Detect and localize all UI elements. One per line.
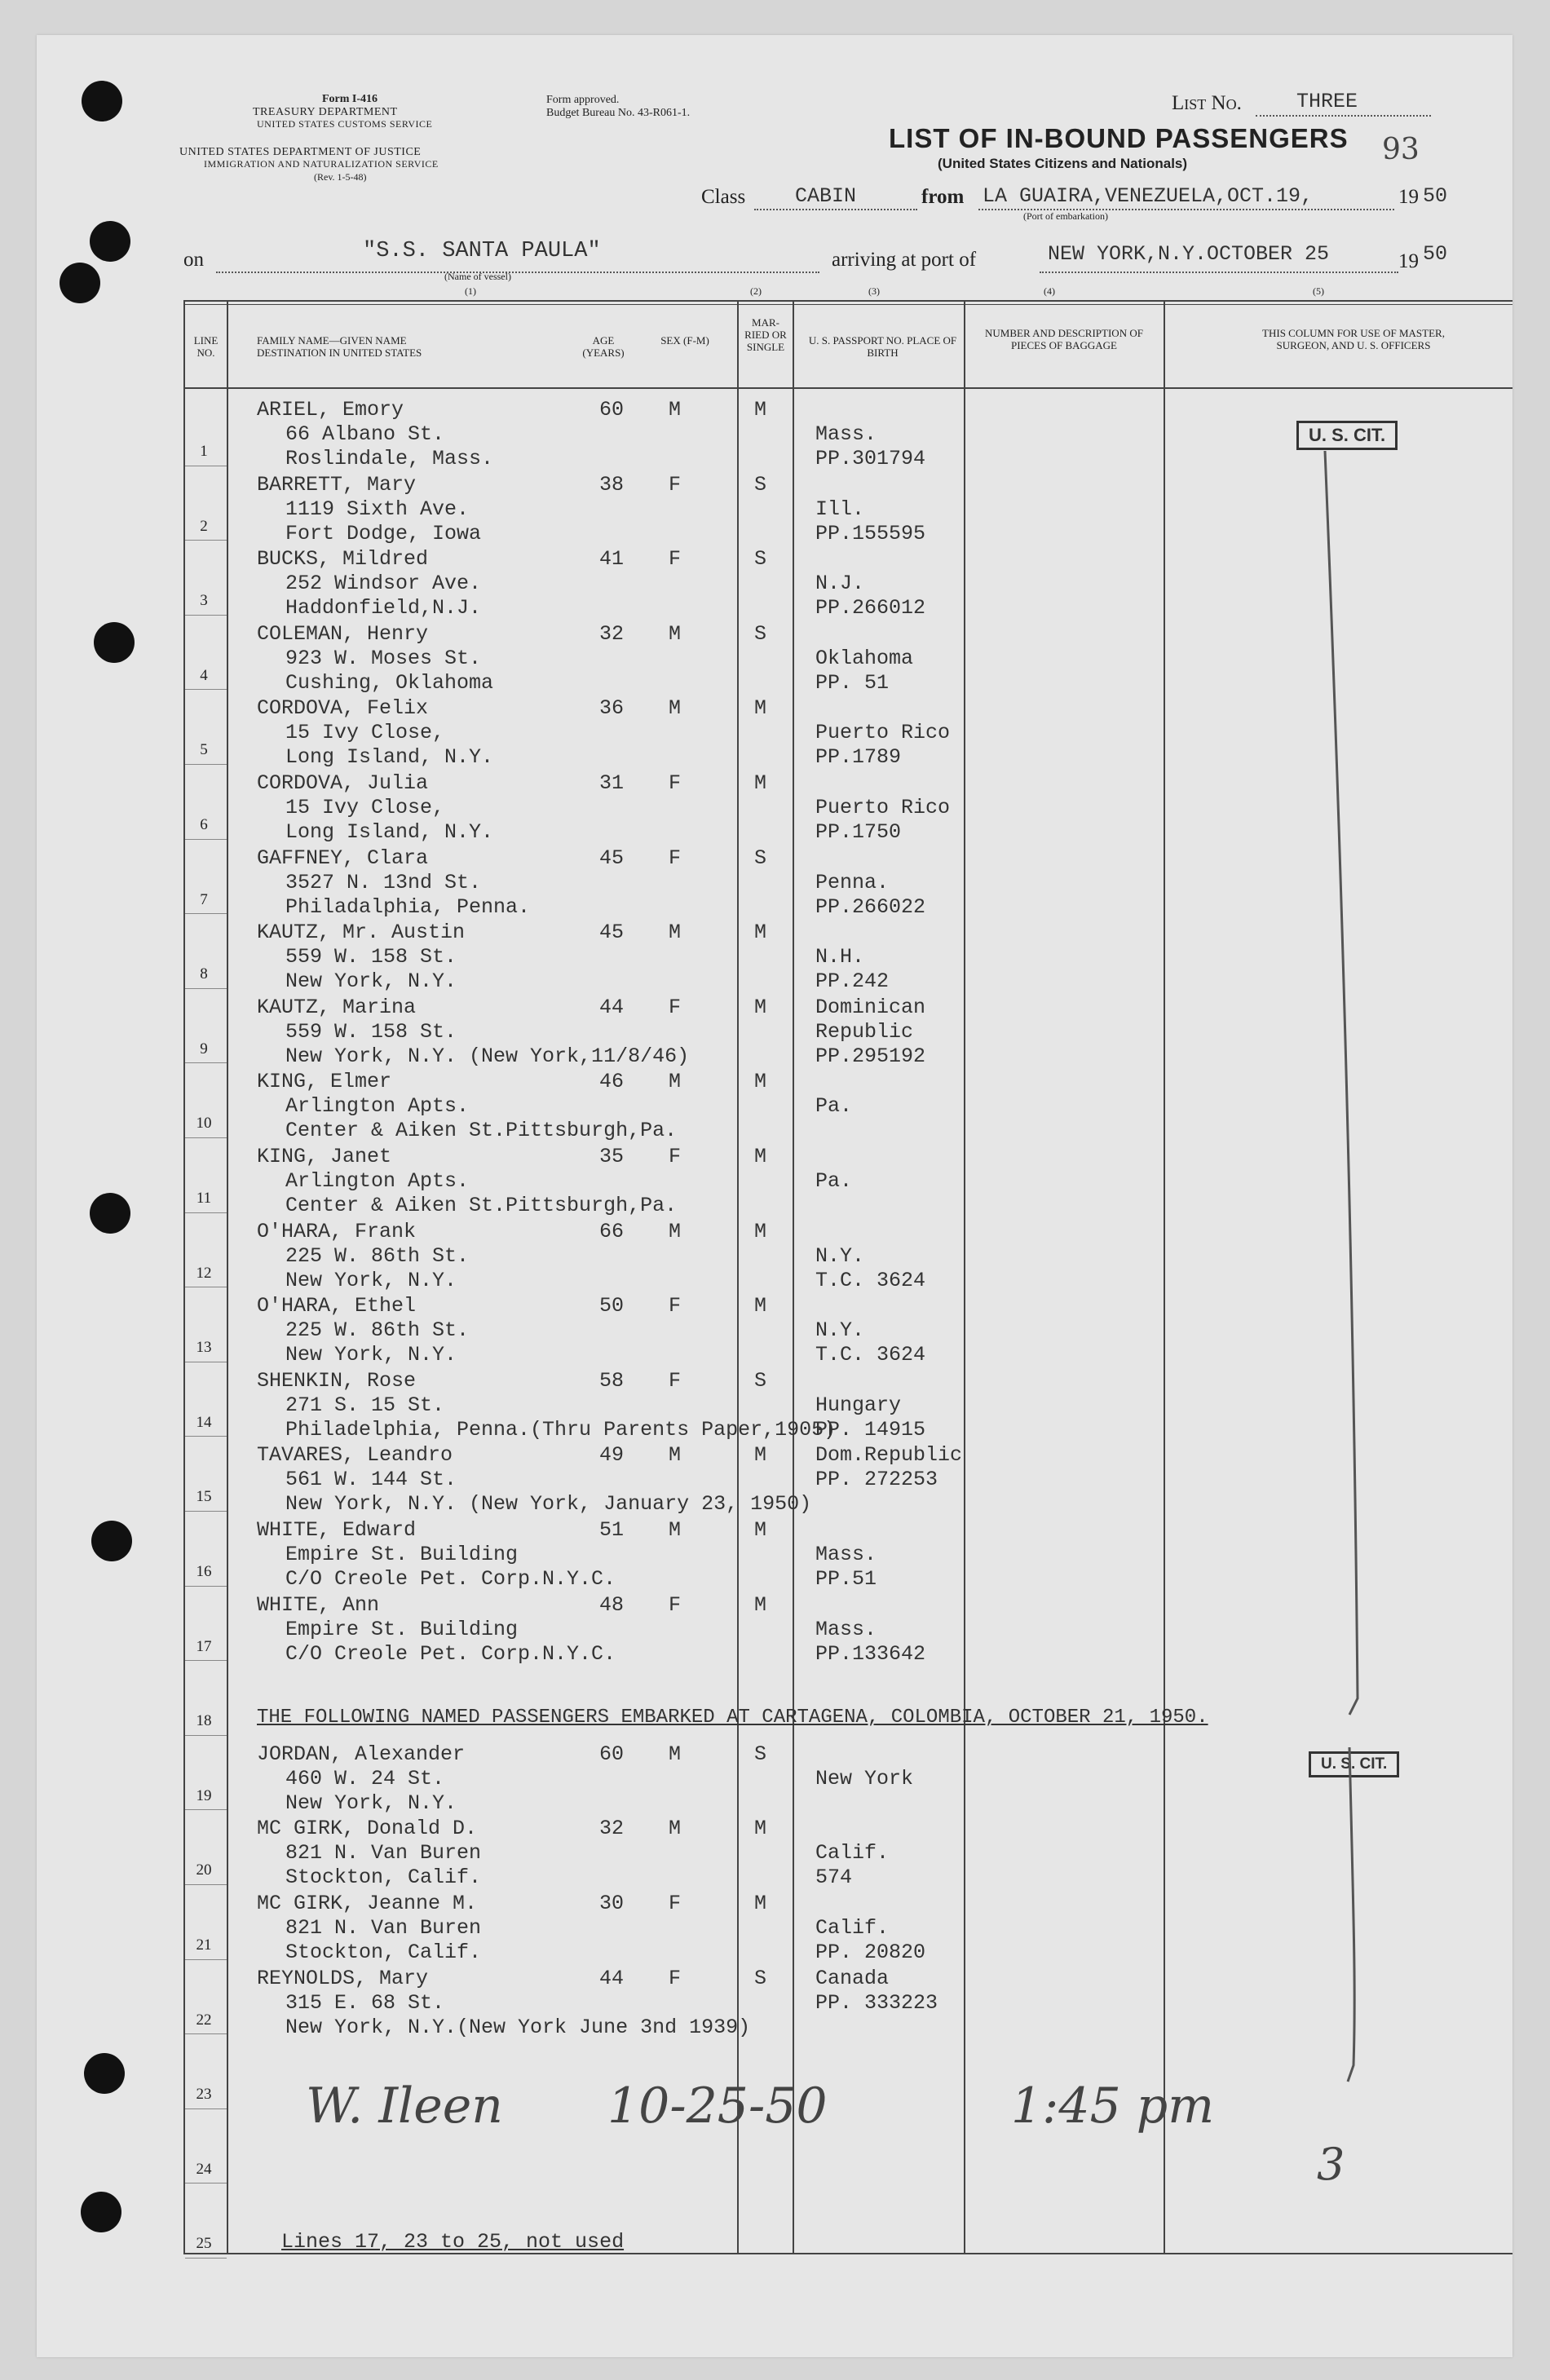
- passenger-marital: M: [754, 921, 767, 945]
- passport-birthplace-line: Mass.: [815, 422, 877, 446]
- line-number: 22: [196, 2011, 212, 2029]
- passenger-marital: M: [754, 1817, 767, 1841]
- passenger-name: COLEMAN, Henry: [257, 621, 429, 646]
- passenger-address-line: 225 W. 86th St.: [285, 1318, 470, 1343]
- punch-hole: [90, 221, 130, 262]
- passport-birthplace-line: Penna.: [815, 870, 890, 894]
- passenger-address-line: 3527 N. 13nd St.: [285, 870, 482, 894]
- punch-hole: [91, 1521, 132, 1561]
- passenger-address-line: Stockton, Calif.: [285, 1941, 482, 1964]
- passenger-name: KING, Elmer: [257, 1070, 392, 1094]
- passenger-age: 31: [599, 771, 625, 795]
- passport-birthplace-line: Mass.: [815, 1543, 877, 1566]
- us-cit-stamp-2: U. S. CIT.: [1309, 1751, 1399, 1777]
- passenger-sex: M: [669, 696, 682, 721]
- handwritten-signature: W. Ileen: [306, 2078, 503, 2135]
- passenger-sex: F: [669, 995, 682, 1019]
- passenger-marital: M: [754, 771, 767, 795]
- passenger-marital: M: [754, 995, 767, 1019]
- line-number: 20: [196, 1861, 212, 1879]
- passenger-sex: F: [669, 1892, 682, 1915]
- passenger-address-line: Empire St. Building: [285, 1543, 519, 1566]
- passenger-sex: M: [669, 1817, 682, 1841]
- passenger-name: CORDOVA, Julia: [257, 771, 429, 795]
- passenger-marital: S: [754, 547, 767, 572]
- passenger-address-line: 923 W. Moses St.: [285, 646, 482, 670]
- row-divider: [185, 1809, 227, 1810]
- passport-birthplace-line: 574: [815, 1866, 853, 1890]
- handwritten-mark: 3: [1317, 2139, 1345, 2190]
- row-divider: [185, 689, 227, 690]
- passenger-age: 48: [599, 1592, 625, 1617]
- passenger-sex: F: [669, 846, 682, 870]
- passenger-name: MC GIRK, Donald D.: [257, 1817, 478, 1841]
- passenger-sex: M: [669, 1742, 682, 1766]
- line-number: 5: [200, 741, 208, 759]
- line-number: 23: [196, 2086, 212, 2104]
- passenger-address-line: Fort Dodge, Iowa: [285, 521, 482, 545]
- col-num-4: (4): [1044, 285, 1055, 297]
- vessel-caption: (Name of vessel): [444, 271, 511, 282]
- passenger-address-line: C/O Creole Pet. Corp.N.Y.C.: [285, 1641, 616, 1666]
- passport-birthplace-line: PP.242: [815, 969, 890, 994]
- col-line-no: LINE NO.: [193, 334, 219, 359]
- passenger-sex: F: [669, 1592, 682, 1617]
- passenger-address-line: New York, N.Y. (New York,11/8/46): [285, 1044, 690, 1068]
- passenger-address-line: New York, N.Y.: [285, 969, 457, 994]
- punch-hole: [90, 1193, 130, 1234]
- passenger-name: TAVARES, Leandro: [257, 1443, 453, 1468]
- budget-bureau: Budget Bureau No. 43-R061-1.: [546, 107, 691, 119]
- from-value: LA GUAIRA,VENEZUELA,OCT.19,: [983, 184, 1314, 208]
- passport-birthplace-line: N.Y.: [815, 1318, 865, 1343]
- col-baggage: NUMBER AND DESCRIPTION OF PIECES OF BAGGAGE: [985, 327, 1143, 351]
- port-embark-caption: (Port of embarkation): [1023, 210, 1108, 222]
- passenger-sex: M: [669, 398, 682, 422]
- passenger-address-line: Haddonfield,N.J.: [285, 596, 482, 620]
- passenger-name: CORDOVA, Felix: [257, 696, 429, 721]
- passenger-address-line: 315 E. 68 St.: [285, 1990, 445, 2015]
- passenger-marital: M: [754, 1070, 767, 1094]
- passenger-address-line: C/O Creole Pet. Corp.N.Y.C.: [285, 1567, 616, 1591]
- form-subtitle: (United States Citizens and Nationals): [938, 156, 1188, 171]
- passport-birthplace-line: PP.1789: [815, 745, 902, 770]
- passenger-name: O'HARA, Frank: [257, 1219, 417, 1243]
- passenger-address-line: New York, N.Y.: [285, 1343, 457, 1367]
- line-number: 11: [196, 1190, 212, 1207]
- passenger-address-line: 15 Ivy Close,: [285, 796, 445, 819]
- passport-birthplace-line: Pa.: [815, 1094, 853, 1119]
- passport-birthplace-line: PP.266022: [815, 894, 926, 919]
- passenger-age: 60: [599, 1742, 625, 1766]
- passenger-name: BARRETT, Mary: [257, 472, 417, 497]
- passenger-address-line: 66 Albano St.: [285, 422, 445, 446]
- row-divider: [185, 2183, 227, 2184]
- rev-label: (Rev. 1-5-48): [314, 171, 367, 183]
- passport-birthplace-line: Mass.: [815, 1617, 877, 1641]
- row-divider: [185, 540, 227, 541]
- passenger-marital: M: [754, 1145, 767, 1168]
- passenger-sex: M: [669, 1518, 682, 1542]
- passenger-marital: S: [754, 1368, 767, 1393]
- line-number: 4: [200, 666, 208, 684]
- passport-birthplace-line: PP. 272253: [815, 1468, 938, 1492]
- passenger-address-line: Arlington Apts.: [285, 1169, 470, 1193]
- passenger-age: 50: [599, 1294, 625, 1318]
- officer-ditto-line: [1317, 443, 1366, 2090]
- passenger-address-line: New York, N.Y.: [285, 1791, 457, 1815]
- col-name: FAMILY NAME—GIVEN NAME: [257, 334, 407, 347]
- passenger-sex: F: [669, 1368, 682, 1393]
- passenger-address-line: Long Island, N.Y.: [285, 820, 494, 844]
- form-number: Form I-416: [322, 93, 378, 105]
- passenger-age: 41: [599, 547, 625, 572]
- passenger-marital: M: [754, 696, 767, 721]
- row-divider: [185, 1735, 227, 1736]
- passenger-address-line: New York, N.Y. (New York, January 23, 1950): [285, 1492, 812, 1517]
- passenger-marital: M: [754, 1892, 767, 1915]
- ins-label: IMMIGRATION AND NATURALIZATION SERVICE: [204, 158, 439, 170]
- arrival-year-prefix: 19: [1398, 250, 1419, 272]
- passenger-age: 32: [599, 621, 625, 646]
- row-divider: [185, 2033, 227, 2034]
- passport-birthplace-line: Calif.: [815, 1916, 890, 1940]
- passenger-age: 60: [599, 398, 625, 422]
- passenger-name: ARIEL, Emory: [257, 398, 404, 422]
- handwritten-time: 1:45 pm: [1011, 2078, 1215, 2135]
- passenger-age: 46: [599, 1070, 625, 1094]
- col-num-5: (5): [1313, 285, 1324, 297]
- punch-hole: [94, 622, 135, 663]
- col-sex: SEX (F-M): [660, 334, 709, 347]
- passenger-name: WHITE, Ann: [257, 1592, 380, 1617]
- col-num-1: (1): [465, 285, 476, 297]
- passenger-age: 44: [599, 1966, 625, 1990]
- passenger-name: REYNOLDS, Mary: [257, 1966, 429, 1990]
- passport-birthplace-line: Pa.: [815, 1169, 853, 1193]
- row-divider: [185, 1884, 227, 1885]
- passenger-name: MC GIRK, Jeanne M.: [257, 1892, 478, 1915]
- line-number: 13: [196, 1339, 212, 1357]
- form-approved: Form approved.: [546, 94, 620, 106]
- passport-birthplace-line: PP. 20820: [815, 1941, 926, 1964]
- passport-birthplace-line: PP.301794: [815, 447, 926, 470]
- passenger-sex: F: [669, 472, 682, 497]
- passenger-address-line: 561 W. 144 St.: [285, 1468, 457, 1492]
- row-divider: [185, 839, 227, 840]
- passport-birthplace-line: N.J.: [815, 572, 865, 596]
- on-label: on: [183, 249, 204, 271]
- passenger-address-line: Stockton, Calif.: [285, 1866, 482, 1890]
- line-number: 18: [196, 1712, 212, 1730]
- col-destination: DESTINATION IN UNITED STATES: [257, 347, 422, 359]
- row-divider: [185, 913, 227, 914]
- passenger-age: 49: [599, 1443, 625, 1468]
- passenger-marital: M: [754, 1518, 767, 1542]
- arrival-port: NEW YORK,N.Y.OCTOBER 25: [1048, 242, 1330, 266]
- row-divider: [185, 1436, 227, 1437]
- passenger-address-line: 252 Windsor Ave.: [285, 572, 482, 596]
- justice-label: UNITED STATES DEPARTMENT OF JUSTICE: [179, 146, 422, 158]
- passenger-age: 51: [599, 1518, 625, 1542]
- passenger-age: 45: [599, 921, 625, 945]
- passport-birthplace-line: Hungary: [815, 1393, 902, 1417]
- passenger-name: KAUTZ, Marina: [257, 995, 417, 1019]
- passenger-marital: M: [754, 1592, 767, 1617]
- passenger-sex: F: [669, 1294, 682, 1318]
- passport-birthplace-line: PP. 14915: [815, 1417, 926, 1442]
- passenger-marital: M: [754, 1219, 767, 1243]
- line-number: 21: [196, 1936, 212, 1954]
- line-number: 24: [196, 2160, 212, 2178]
- passenger-sex: M: [669, 921, 682, 945]
- line-number: 8: [200, 965, 208, 983]
- customs-label: UNITED STATES CUSTOMS SERVICE: [257, 118, 433, 130]
- row-divider: [185, 988, 227, 989]
- passenger-sex: M: [669, 621, 682, 646]
- passenger-sex: M: [669, 1443, 682, 1468]
- row-divider: [185, 1959, 227, 1960]
- row-divider: [185, 1511, 227, 1512]
- passenger-age: 45: [599, 846, 625, 870]
- line-number: 7: [200, 890, 208, 908]
- list-no-label: List No.: [1172, 92, 1242, 114]
- row-divider: [185, 1212, 227, 1213]
- passenger-age: 58: [599, 1368, 625, 1393]
- from-year: 50: [1423, 184, 1448, 208]
- arrival-year: 50: [1423, 242, 1448, 266]
- vessel-name: "S.S. SANTA PAULA": [363, 239, 601, 263]
- passenger-address-line: Center & Aiken St.Pittsburgh,Pa.: [285, 1194, 678, 1217]
- passenger-address-line: Center & Aiken St.Pittsburgh,Pa.: [285, 1119, 678, 1143]
- passenger-name: KING, Janet: [257, 1145, 392, 1168]
- punch-hole: [82, 81, 122, 121]
- passenger-marital: M: [754, 1443, 767, 1468]
- passenger-address-line: 460 W. 24 St.: [285, 1766, 445, 1791]
- passenger-marital: M: [754, 1294, 767, 1318]
- passenger-address-line: Philadelphia, Penna.(Thru Parents Paper,1905): [285, 1417, 837, 1442]
- line-number: 25: [196, 2235, 212, 2253]
- passenger-sex: F: [669, 1966, 682, 1990]
- passenger-age: 30: [599, 1892, 625, 1915]
- list-no-value: THREE: [1296, 90, 1358, 113]
- line-number: 17: [196, 1637, 212, 1655]
- row-divider: [185, 1660, 227, 1661]
- col-passport: U. S. PASSPORT NO. PLACE OF BIRTH: [808, 334, 957, 359]
- passenger-address-line: Cushing, Oklahoma: [285, 670, 494, 695]
- passenger-address-line: 15 Ivy Close,: [285, 721, 445, 745]
- passenger-sex: F: [669, 771, 682, 795]
- passport-birthplace-line: T.C. 3624: [815, 1268, 926, 1292]
- passenger-name: GAFFNEY, Clara: [257, 846, 429, 870]
- passenger-address-line: 559 W. 158 St.: [285, 945, 457, 969]
- cartagena-note: THE FOLLOWING NAMED PASSENGERS EMBARKED AT CARTAGENA, COLOMBIA, OCTOBER 21, 1950.: [257, 1707, 1208, 1729]
- col-num-3: (3): [868, 285, 880, 297]
- passport-birthplace-line: Oklahoma: [815, 646, 914, 670]
- passport-birthplace-line: PP.51: [815, 1567, 877, 1591]
- passenger-age: 32: [599, 1817, 625, 1841]
- line-number: 12: [196, 1264, 212, 1282]
- passenger-address-line: 225 W. 86th St.: [285, 1243, 470, 1268]
- passport-birthplace-line: PP.1750: [815, 820, 902, 844]
- passport-birthplace-line: Puerto Rico: [815, 796, 951, 819]
- passenger-age: 35: [599, 1145, 625, 1168]
- passenger-address-line: 271 S. 15 St.: [285, 1393, 445, 1417]
- passport-birthplace-line: Canada: [815, 1966, 890, 1990]
- passport-birthplace-line: Calif.: [815, 1841, 890, 1866]
- passenger-name: O'HARA, Ethel: [257, 1294, 417, 1318]
- passenger-name: WHITE, Edward: [257, 1518, 417, 1542]
- punch-hole: [60, 263, 100, 303]
- manifest-page: [37, 35, 1512, 2357]
- form-title: LIST OF IN-BOUND PASSENGERS: [889, 123, 1349, 153]
- row-divider: [185, 1586, 227, 1587]
- passenger-address-line: Long Island, N.Y.: [285, 745, 494, 770]
- class-label: Class: [701, 186, 746, 208]
- passport-birthplace-line: N.Y.: [815, 1243, 865, 1268]
- punch-hole: [81, 2192, 121, 2232]
- from-label: from: [921, 186, 965, 208]
- row-divider: [185, 1062, 227, 1063]
- line-number: 1: [200, 443, 208, 460]
- col-married: MAR-RIED OR SINGLE: [744, 316, 787, 353]
- row-divider: [185, 615, 227, 616]
- treasury-label: TREASURY DEPARTMENT: [253, 106, 398, 118]
- passport-birthplace-line: PP. 333223: [815, 1990, 938, 2015]
- line-number: 16: [196, 1563, 212, 1580]
- passport-birthplace-line: Puerto Rico: [815, 721, 951, 745]
- passport-birthplace-line: Dominican: [815, 995, 926, 1019]
- passenger-marital: S: [754, 846, 767, 870]
- passenger-sex: F: [669, 547, 682, 572]
- passenger-name: SHENKIN, Rose: [257, 1368, 417, 1393]
- passport-birthplace-line: Dom.Republic: [815, 1443, 963, 1468]
- row-divider: [185, 1137, 227, 1138]
- passport-birthplace-line: PP.133642: [815, 1641, 926, 1666]
- arriving-label: arriving at port of: [832, 249, 977, 271]
- line-number: 14: [196, 1413, 212, 1431]
- passenger-sex: M: [669, 1070, 682, 1094]
- passenger-address-line: Arlington Apts.: [285, 1094, 470, 1119]
- passenger-address-line: Philadalphia, Penna.: [285, 894, 531, 919]
- passenger-address-line: New York, N.Y.(New York June 3nd 1939): [285, 2015, 751, 2039]
- passport-birthplace-line: Republic: [815, 1019, 914, 1044]
- line-number: 15: [196, 1488, 212, 1506]
- passenger-address-line: 821 N. Van Buren: [285, 1916, 482, 1940]
- passenger-sex: F: [669, 1145, 682, 1168]
- col-officers: THIS COLUMN FOR USE OF MASTER, SURGEON, AND U. S. OFFICERS: [1262, 327, 1445, 351]
- passenger-marital: S: [754, 1966, 767, 1990]
- us-cit-stamp: U. S. CIT.: [1296, 421, 1398, 450]
- passenger-marital: S: [754, 621, 767, 646]
- passport-birthplace-line: T.C. 3624: [815, 1343, 926, 1367]
- line-number: 9: [200, 1040, 208, 1058]
- passenger-name: BUCKS, Mildred: [257, 547, 429, 572]
- passenger-age: 44: [599, 995, 625, 1019]
- passenger-address-line: 1119 Sixth Ave.: [285, 497, 470, 521]
- punch-hole: [84, 2053, 125, 2094]
- row-divider: [185, 2108, 227, 2109]
- passport-birthplace-line: PP.266012: [815, 596, 926, 620]
- passport-birthplace-line: PP.295192: [815, 1044, 926, 1068]
- row-divider: [185, 2258, 227, 2259]
- line-number: 19: [196, 1786, 212, 1804]
- line-number: 6: [200, 816, 208, 833]
- line-number: 10: [196, 1115, 212, 1133]
- line-number: 3: [200, 592, 208, 610]
- passenger-address-line: New York, N.Y.: [285, 1268, 457, 1292]
- passport-birthplace-line: PP. 51: [815, 670, 890, 695]
- passenger-marital: S: [754, 472, 767, 497]
- passenger-address-line: Roslindale, Mass.: [285, 447, 494, 470]
- line-number: 2: [200, 517, 208, 535]
- passport-birthplace-line: Ill.: [815, 497, 865, 521]
- passenger-marital: S: [754, 1742, 767, 1766]
- passenger-age: 66: [599, 1219, 625, 1243]
- passenger-age: 36: [599, 696, 625, 721]
- passport-birthplace-line: PP.155595: [815, 521, 926, 545]
- footer-note: Lines 17, 23 to 25, not used: [281, 2230, 625, 2254]
- class-value: CABIN: [795, 184, 857, 208]
- passenger-age: 38: [599, 472, 625, 497]
- passenger-address-line: 821 N. Van Buren: [285, 1841, 482, 1866]
- passport-birthplace-line: N.H.: [815, 945, 865, 969]
- passenger-name: KAUTZ, Mr. Austin: [257, 921, 466, 945]
- passport-birthplace-line: New York: [815, 1766, 914, 1791]
- page-number: 93: [1382, 133, 1420, 166]
- passenger-marital: M: [754, 398, 767, 422]
- passenger-address-line: Empire St. Building: [285, 1617, 519, 1641]
- handwritten-date: 10-25-50: [607, 2078, 828, 2135]
- passenger-name: JORDAN, Alexander: [257, 1742, 466, 1766]
- from-year-prefix: 19: [1398, 186, 1419, 208]
- passenger-address-line: 559 W. 158 St.: [285, 1019, 457, 1044]
- col-num-2: (2): [750, 285, 762, 297]
- row-divider: [185, 764, 227, 765]
- passenger-sex: M: [669, 1219, 682, 1243]
- col-age: AGE (YEARS): [582, 334, 625, 359]
